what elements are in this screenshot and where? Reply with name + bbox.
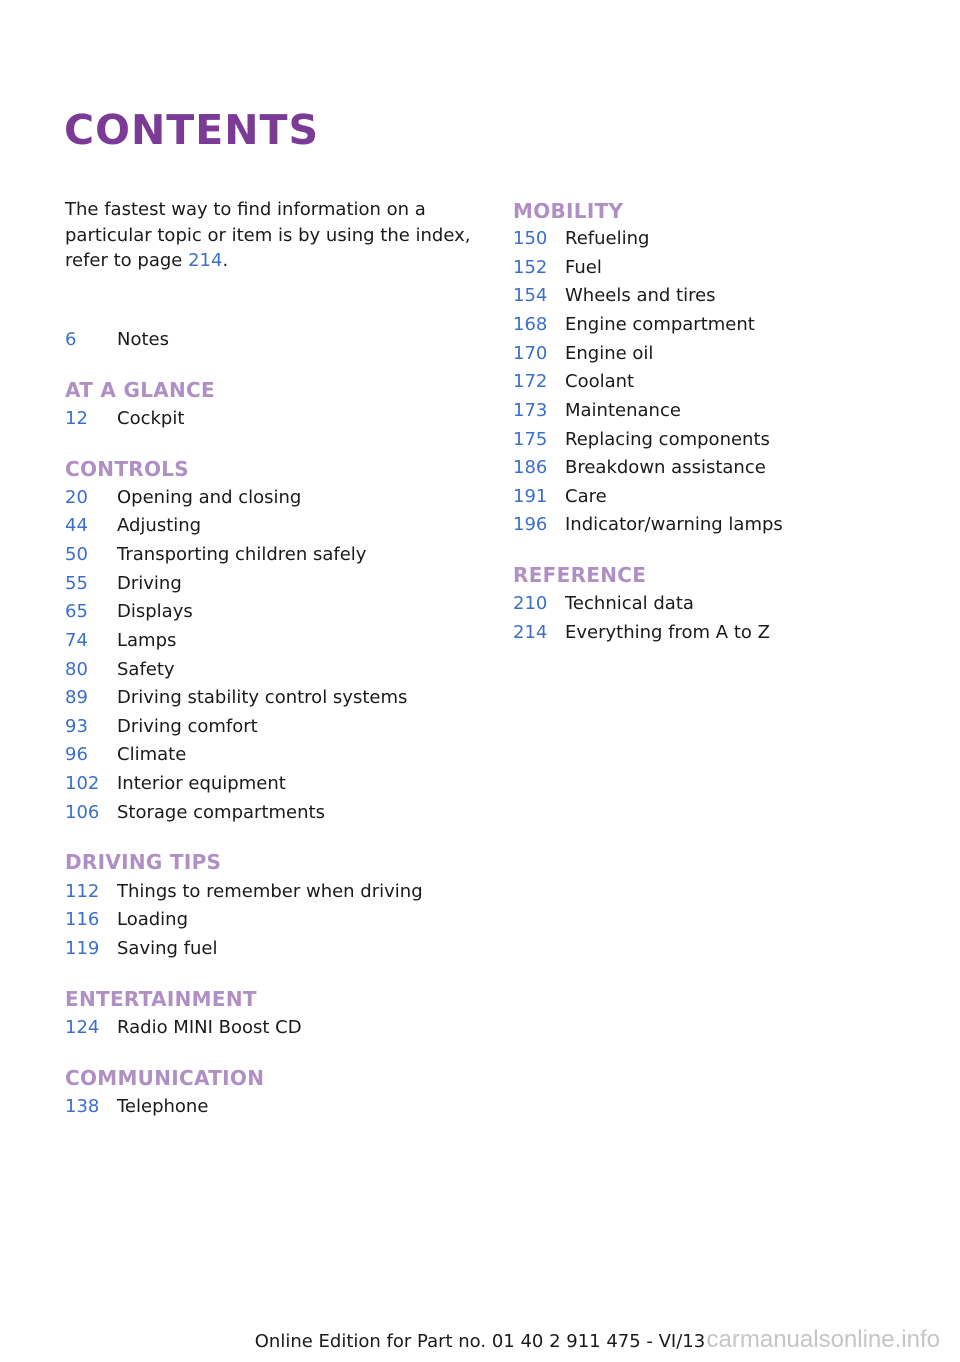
intro-text: The fastest way to find information on a particular topic or item is by using the index, refer to page <box>65 199 471 271</box>
toc-page-number: 210 <box>513 593 548 614</box>
toc-page-number: 44 <box>65 515 88 536</box>
toc-page-number: 152 <box>513 257 548 278</box>
toc-entry[interactable] <box>65 656 175 684</box>
toc-entry-label: Refueling <box>565 228 650 249</box>
toc-entry[interactable] <box>65 906 188 934</box>
section-heading-communication: COMMUNICATION <box>65 1066 265 1090</box>
toc-entry-label: Loading <box>117 909 189 930</box>
toc-entry[interactable] <box>65 878 423 906</box>
toc-page-number: 119 <box>65 938 100 959</box>
section-heading-at-a-glance: AT A GLANCE <box>65 378 215 402</box>
toc-entry-label: Interior equipment <box>117 773 286 794</box>
toc-entry-label: Coolant <box>565 371 635 392</box>
toc-page-number: 93 <box>65 716 88 737</box>
toc-page-number: 55 <box>65 573 88 594</box>
toc-entry-label: Fuel <box>565 257 602 278</box>
toc-entry[interactable] <box>513 368 634 396</box>
toc-entry[interactable] <box>65 512 201 540</box>
page-title: CONTENTS <box>64 106 320 154</box>
toc-entry-label: Radio MINI Boost CD <box>117 1017 302 1038</box>
toc-entry-label: Indicator/warning lamps <box>565 514 783 535</box>
toc-page-number: 12 <box>65 408 88 429</box>
toc-entry[interactable] <box>65 741 186 769</box>
toc-entry[interactable] <box>513 311 755 339</box>
toc-page-number: 170 <box>513 343 548 364</box>
toc-entry-label: Breakdown assistance <box>565 457 766 478</box>
section-heading-entertainment: ENTERTAINMENT <box>65 987 257 1011</box>
toc-page-number: 150 <box>513 228 548 249</box>
toc-entry-label: Replacing components <box>565 429 770 450</box>
toc-entry[interactable] <box>513 483 607 511</box>
toc-entry[interactable] <box>513 426 770 454</box>
toc-entry[interactable] <box>513 254 602 282</box>
toc-page-number: 138 <box>65 1096 100 1117</box>
toc-entry[interactable] <box>65 598 193 626</box>
toc-entry-label: Everything from A to Z <box>565 622 770 643</box>
toc-entry-label: Maintenance <box>565 400 681 421</box>
toc-page-number: 65 <box>65 601 88 622</box>
toc-entry[interactable] <box>513 590 694 618</box>
toc-entry[interactable] <box>65 1014 302 1042</box>
toc-entry-label: Lamps <box>117 630 177 651</box>
toc-entry[interactable] <box>65 627 176 655</box>
toc-page-number: 74 <box>65 630 88 651</box>
toc-entry[interactable] <box>65 541 366 569</box>
toc-entry-label: Opening and closing <box>117 487 302 508</box>
toc-entry-label: Saving fuel <box>117 938 218 959</box>
toc-page-number: 196 <box>513 514 548 535</box>
toc-page-number: 186 <box>513 457 548 478</box>
toc-entry-label: Driving stability control systems <box>117 687 408 708</box>
intro-end: . <box>222 250 229 271</box>
toc-entry[interactable] <box>513 225 649 253</box>
toc-entry-label: Technical data <box>565 593 694 614</box>
toc-entry[interactable] <box>513 511 783 539</box>
index-page-link[interactable]: 214 <box>188 250 223 271</box>
toc-page-number: 168 <box>513 314 548 335</box>
toc-page-number: 96 <box>65 744 88 765</box>
toc-entry-label: Safety <box>117 659 175 680</box>
toc-page-number: 173 <box>513 400 548 421</box>
toc-entry-label: Engine oil <box>565 343 654 364</box>
toc-entry[interactable] <box>65 935 218 963</box>
toc-page-number: 124 <box>65 1017 100 1038</box>
toc-entry-label: Notes <box>117 329 169 350</box>
toc-entry[interactable] <box>65 484 301 512</box>
toc-page-number: 102 <box>65 773 100 794</box>
toc-entry-notes[interactable] <box>65 326 169 354</box>
toc-page-number: 175 <box>513 429 548 450</box>
toc-page-number: 172 <box>513 371 548 392</box>
toc-page-number: 191 <box>513 486 548 507</box>
toc-page-number: 106 <box>65 802 100 823</box>
toc-page-number: 214 <box>513 622 548 643</box>
section-heading-reference: REFERENCE <box>513 563 647 587</box>
toc-entry-label: Wheels and tires <box>565 285 716 306</box>
footer-edition-text: Online Edition for Part no. 01 40 2 911 475 - VI/13 <box>254 1331 706 1352</box>
toc-entry[interactable] <box>513 340 653 368</box>
toc-entry-label: Care <box>565 486 607 507</box>
toc-entry[interactable] <box>513 619 770 647</box>
toc-entry-label: Transporting children safely <box>117 544 367 565</box>
toc-entry[interactable] <box>65 405 184 433</box>
toc-entry-label: Adjusting <box>117 515 202 536</box>
toc-entry-label: Climate <box>117 744 187 765</box>
toc-page-number: 112 <box>65 881 100 902</box>
toc-page-number: 80 <box>65 659 88 680</box>
toc-entry-label: Storage compartments <box>117 802 325 823</box>
intro-paragraph <box>65 197 475 274</box>
toc-page-number: 154 <box>513 285 548 306</box>
toc-entry-label: Driving <box>117 573 182 594</box>
toc-entry[interactable] <box>513 397 681 425</box>
toc-entry-label: Cockpit <box>117 408 185 429</box>
section-heading-driving-tips: DRIVING TIPS <box>65 850 222 874</box>
toc-entry-label: Telephone <box>117 1096 209 1117</box>
toc-entry[interactable] <box>65 1093 208 1121</box>
toc-entry[interactable] <box>65 570 182 598</box>
toc-entry[interactable] <box>65 770 286 798</box>
toc-entry-label: Displays <box>117 601 193 622</box>
toc-page-number: 6 <box>65 329 77 350</box>
toc-entry[interactable] <box>513 454 766 482</box>
toc-page-number: 116 <box>65 909 100 930</box>
toc-entry-label: Things to remember when driving <box>117 881 423 902</box>
site-watermark: carmanualsonline.info <box>706 1326 940 1353</box>
toc-entry[interactable] <box>65 684 407 712</box>
toc-page-number: 20 <box>65 487 88 508</box>
toc-page-number: 50 <box>65 544 88 565</box>
toc-entry[interactable] <box>65 799 325 827</box>
section-heading-mobility: MOBILITY <box>513 199 624 223</box>
toc-entry[interactable] <box>65 713 258 741</box>
toc-page-number: 89 <box>65 687 88 708</box>
section-heading-controls: CONTROLS <box>65 457 190 481</box>
toc-entry-label: Engine compartment <box>565 314 755 335</box>
toc-entry[interactable] <box>513 282 716 310</box>
toc-entry-label: Driving comfort <box>117 716 258 737</box>
